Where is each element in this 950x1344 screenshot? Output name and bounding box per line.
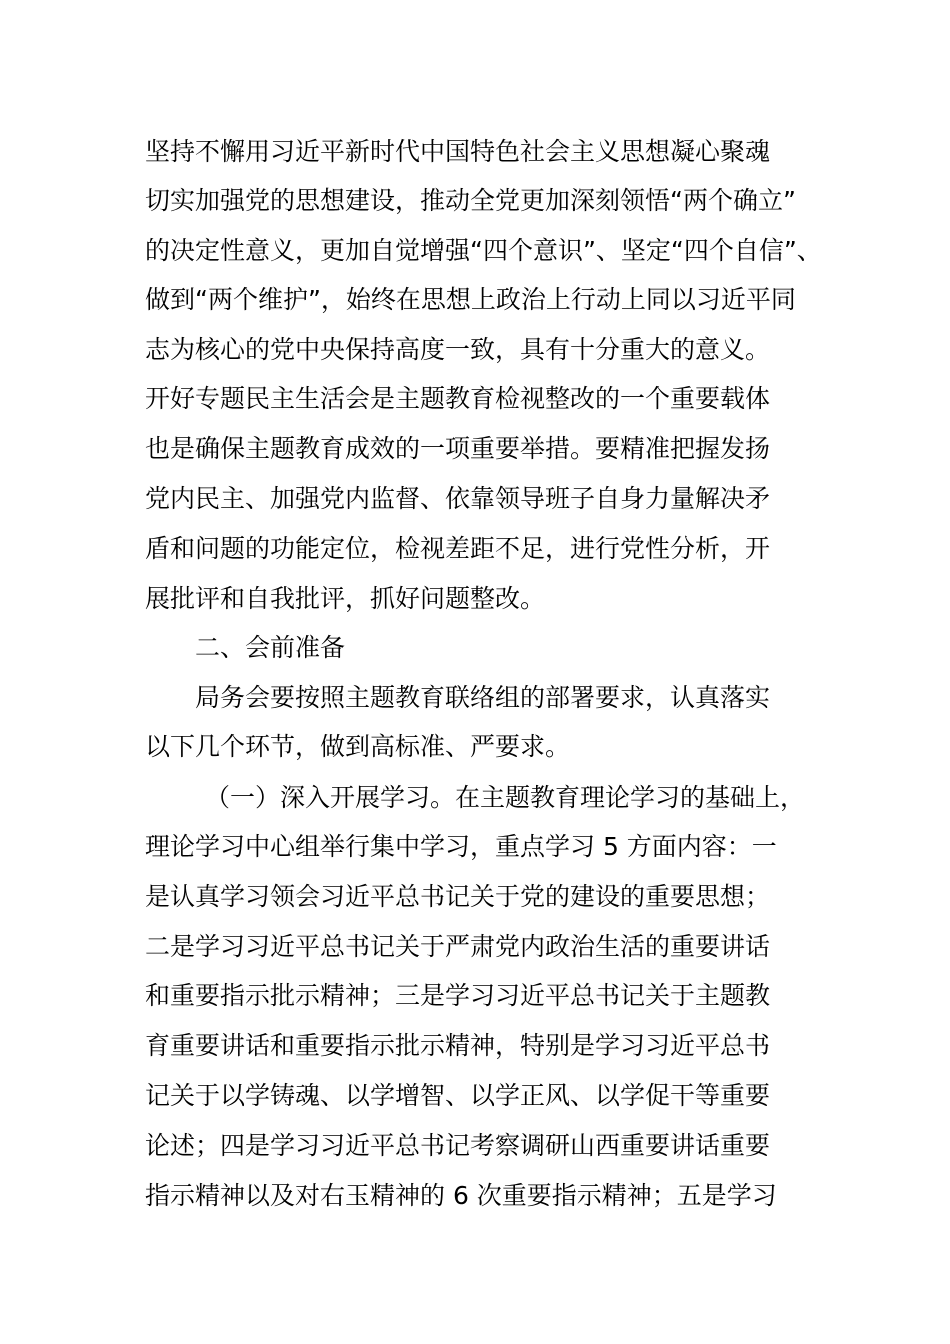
paragraph-line: 切实加强党的思想建设，推动全党更加深刻领悟“两个确立” <box>145 186 796 215</box>
paragraph-line: 二是学习习近平总书记关于严肃党内政治生活的重要讲话 <box>145 932 771 961</box>
paragraph-line: 是认真学习领会习近平总书记关于党的建设的重要思想； <box>145 882 771 911</box>
paragraph-line: 论述；四是学习习近平总书记考察调研山西重要讲话重要 <box>145 1131 771 1160</box>
paragraph-line: 指示精神以及对右玉精神的 6 次重要指示精神；五是学习 <box>145 1181 777 1210</box>
paragraph-line: 和重要指示批示精神；三是学习习近平总书记关于主题教 <box>145 981 771 1010</box>
subsection-line: （一）深入开展学习。在主题教育理论学习的基础上， <box>205 783 806 812</box>
paragraph-line: 做到“两个维护”，始终在思想上政治上行动上同以习近平同 <box>145 285 796 314</box>
paragraph-line: 也是确保主题教育成效的一项重要举措。要精准把握发扬 <box>145 434 771 463</box>
paragraph-line: 展批评和自我批评，抓好问题整改。 <box>145 584 546 613</box>
paragraph-line: 的决定性意义，更加自觉增强“四个意识”、坚定“四个自信”、 <box>145 236 822 265</box>
paragraph-line: 志为核心的党中央保持高度一致，具有十分重大的意义。 <box>145 335 771 364</box>
paragraph-line: 盾和问题的功能定位，检视差距不足，进行党性分析，开 <box>145 534 771 563</box>
paragraph-line: 党内民主、加强党内监督、依靠领导班子自身力量解决矛 <box>145 484 771 513</box>
paragraph-line: 局务会要按照主题教育联络组的部署要求，认真落实 <box>195 683 771 712</box>
paragraph-line: 以下几个环节，做到高标准、严要求。 <box>145 732 571 761</box>
paragraph-line: 开好专题民主生活会是主题教育检视整改的一个重要载体 <box>145 384 771 413</box>
section-heading: 二、会前准备 <box>195 633 346 662</box>
paragraph-line: 育重要讲话和重要指示批示精神，特别是学习习近平总书 <box>145 1031 771 1060</box>
paragraph-line: 坚持不懈用习近平新时代中国特色社会主义思想凝心聚魂 <box>145 137 771 166</box>
paragraph-line: 理论学习中心组举行集中学习，重点学习 5 方面内容：一 <box>145 832 777 861</box>
paragraph-line: 记关于以学铸魂、以学增智、以学正风、以学促干等重要 <box>145 1081 771 1110</box>
